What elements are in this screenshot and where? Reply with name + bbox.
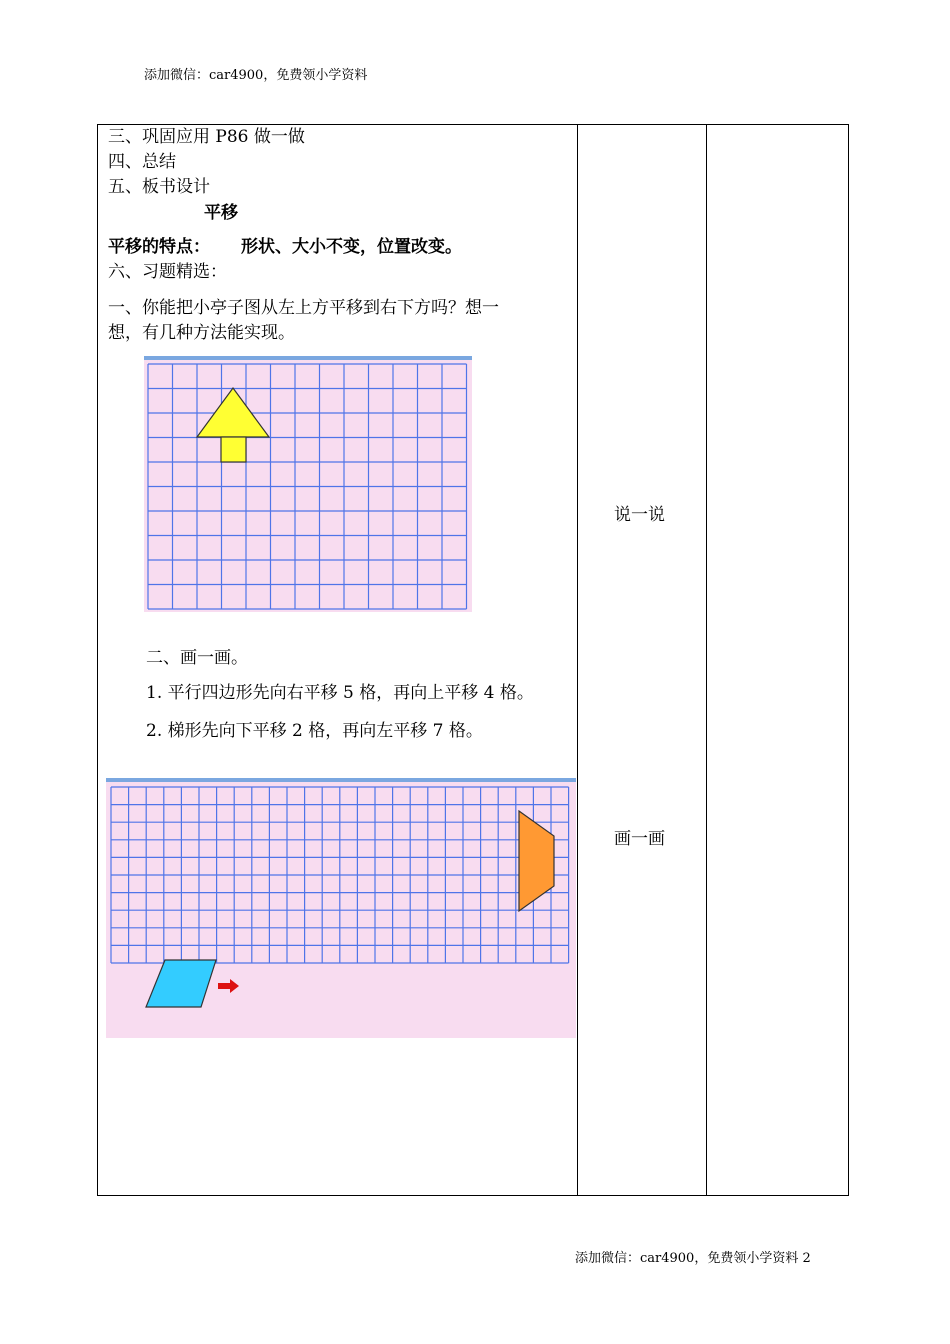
- pavilion-base-shape: [221, 437, 246, 462]
- question-2-item-1: 1. 平行四边形先向右平移 5 格，再向上平移 4 格。: [146, 683, 534, 703]
- feature-label: 平移的特点：: [108, 237, 210, 257]
- section-consolidate: 三、巩固应用 P86 做一做: [108, 127, 305, 147]
- draw-grid-svg: [106, 782, 576, 1038]
- section-exercises: 六、习题精选：: [108, 262, 227, 282]
- grid-lines: [111, 787, 569, 963]
- feature-text: 形状、大小不变，位置改变。: [241, 237, 462, 257]
- board-title: 平移: [204, 203, 238, 223]
- pavilion-grid-figure: [144, 356, 472, 612]
- question-1-line-2: 想，有几种方法能实现。: [108, 323, 295, 343]
- right-arrow-icon: [218, 979, 239, 993]
- section-summary: 四、总结: [108, 152, 176, 172]
- grid-lines: [148, 364, 467, 609]
- pavilion-grid-svg: [144, 360, 472, 612]
- side-label-say: 说一说: [614, 505, 665, 525]
- footer-note: 添加微信：car4900，免费领小学资料 2: [575, 1251, 811, 1266]
- side-label-draw: 画一画: [614, 829, 665, 849]
- column-divider: [577, 125, 578, 1195]
- trapezoid-shape: [519, 811, 554, 911]
- draw-grid-figure: [106, 778, 576, 1038]
- column-divider: [706, 125, 707, 1195]
- section-board-design: 五、板书设计: [108, 177, 210, 197]
- question-1-line-1: 一、你能把小亭子图从左上方平移到右下方吗？想一: [108, 298, 499, 318]
- header-note: 添加微信：car4900，免费领小学资料: [144, 68, 368, 83]
- question-2-item-2: 2. 梯形先向下平移 2 格，再向左平移 7 格。: [146, 721, 483, 741]
- question-2-title: 二、画一画。: [146, 648, 248, 668]
- parallelogram-shape: [146, 960, 216, 1007]
